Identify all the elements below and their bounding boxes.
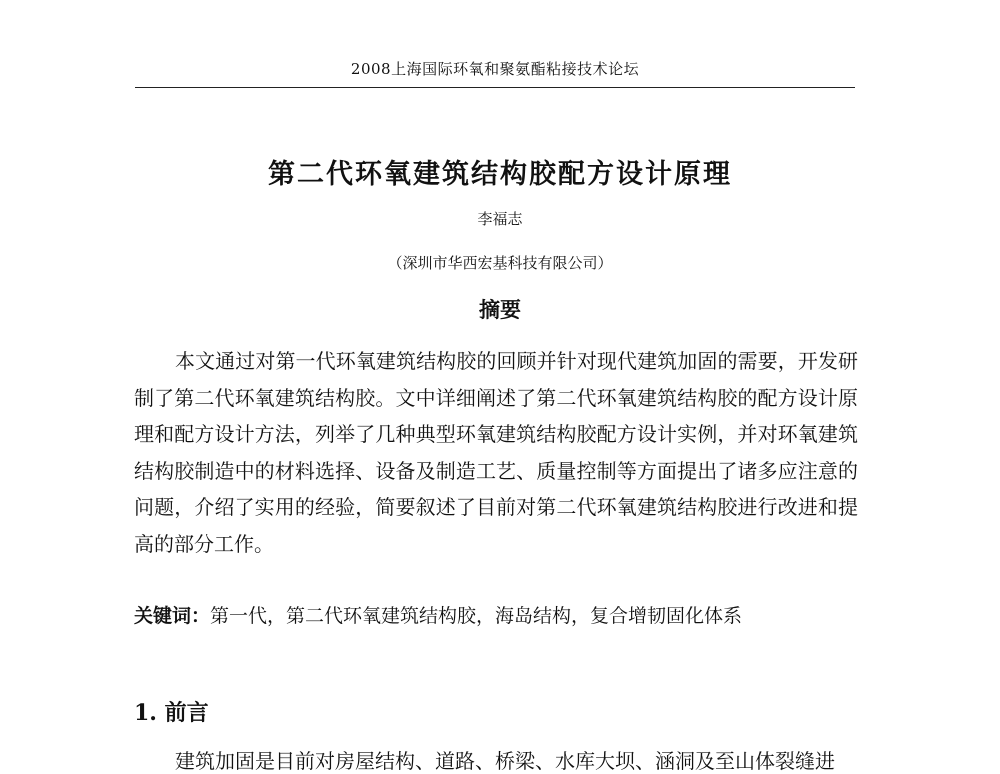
section-heading-introduction: 1. 前言 [134,700,209,726]
keywords-line [134,601,874,628]
abstract-heading: 摘要 [479,297,521,322]
author-affiliation: （深圳市华西宏基科技有限公司） [387,254,613,272]
running-header: 2008上海国际环氧和聚氨酯粘接技术论坛 [350,60,640,78]
author-name: 李福志 [477,210,523,228]
header-rule [135,87,855,88]
keywords-label: 关键词： [134,605,211,627]
paper-title: 第二代环氧建筑结构胶配方设计原理 [268,159,732,190]
abstract-body: 本文通过对第一代环氧建筑结构胶的回顾并针对现代建筑加固的需要，开发研制了第二代环氧建筑结构胶。文中详细阐述了第二代环氧建筑结构胶的配方设计原理和配方设计方法，列举了几种典型环氧建筑结构胶配方设计实例，并对环氧建筑结构胶制造中的材料选择、设备及制造工艺、质量控制等方面提出了诸多应注意的问题，介绍了实用的经验，简要叙述了目前对第二代环氧建筑结构胶进行改进和提高的部分工作。 [134,349,858,556]
section-body-first-line: 建筑加固是目前对房屋结构、道路、桥梁、水库大坝、涵洞及至山体裂缝进 [175,749,835,773]
keywords-text: 第一代，第二代环氧建筑结构胶，海岛结构，复合增韧固化体系 [210,605,743,627]
